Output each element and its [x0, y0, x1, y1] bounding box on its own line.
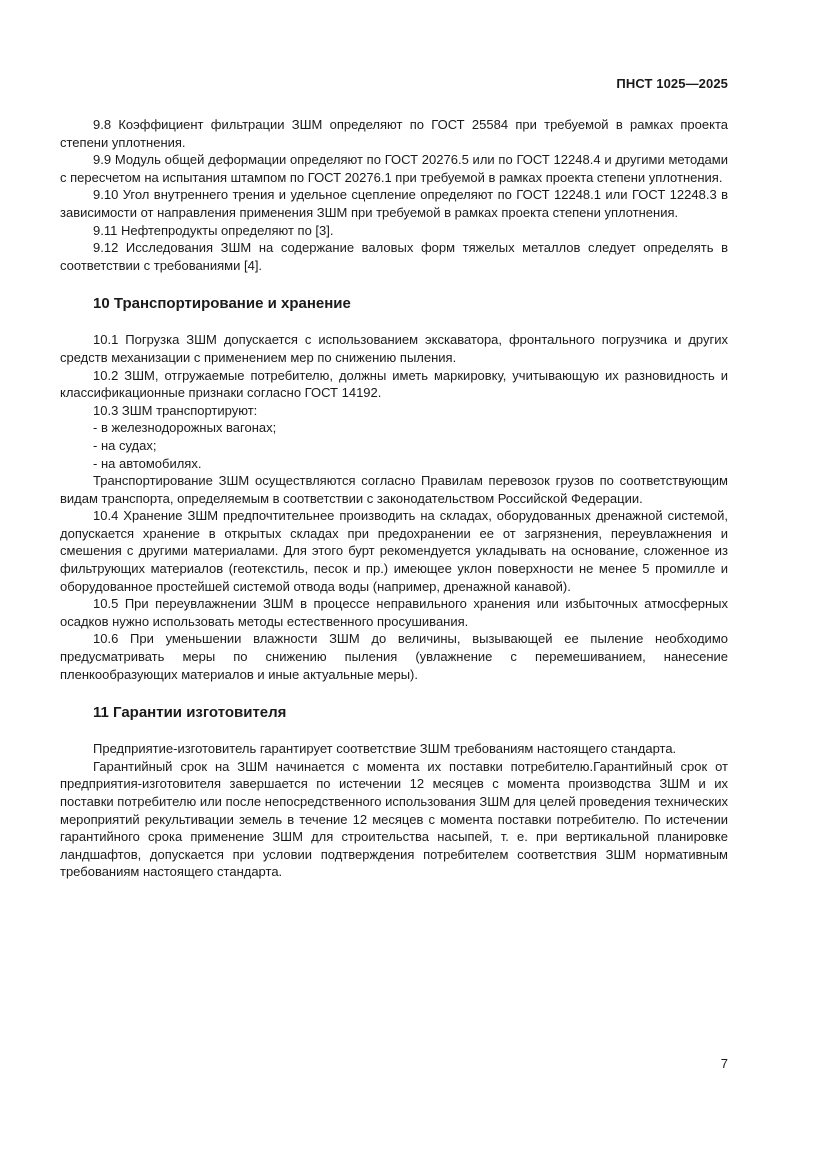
paragraph-10-4: 10.4 Хранение ЗШМ предпочтительнее производить на складах, оборудованных дренажной системой, допускается хранение в открытых складах при предохранении ее от загрязнения, переувлажнения и смешения с другими материалами. Для этого бурт рекомендуется укладывать на основание, сложенное из фильтрующих материалов (геотекстиль, песок и пр.) имеющее уклон поверхности не менее 5 промилле и оборудованное простейшей системой отвода воды (например, дренажной канавой). [60, 508, 728, 594]
paragraph-9-11: 9.11 Нефтепродукты определяют по [3]. [93, 222, 334, 238]
paragraph-9-8: 9.8 Коэффициент фильтрации ЗШМ определяют по ГОСТ 25584 при требуемой в рамках проекта степени уплотнения. [60, 117, 728, 150]
paragraph-10-5: 10.5 При переувлажнении ЗШМ в процессе неправильного хранения или избыточных атмосферных осадков нужно использовать методы естественного просушивания. [60, 596, 728, 629]
paragraph-9-12: 9.12 Исследования ЗШМ на содержание валовых форм тяжелых металлов следует определять в соответствии с требованиями [4]. [60, 240, 728, 273]
paragraph-10-1: 10.1 Погрузка ЗШМ допускается с использованием экскаватора, фронтального погрузчика и других средств механизации с применением мер по снижению пыления. [60, 332, 728, 365]
list-item: - на автомобилях. [93, 455, 202, 471]
list-item: - в железнодорожных вагонах; [93, 420, 277, 436]
section-11-heading: 11 Гарантии изготовителя [93, 704, 287, 722]
paragraph-10-3: 10.3 ЗШМ транспортируют: [93, 402, 258, 418]
paragraph-9-10: 9.10 Угол внутреннего трения и удельное сцепление определяют по ГОСТ 12248.1 или ГОСТ 12248.3 в зависимости от направления применения ЗШМ при требуемой в рамках проекта степени уплотнения. [60, 187, 728, 220]
page-content [60, 116, 728, 881]
section-10-heading: 10 Транспортирование и хранение [93, 295, 351, 313]
document-number: ПНСТ 1025—2025 [616, 76, 728, 91]
paragraph-10-6: 10.6 При уменьшении влажности ЗШМ до величины, вызывающей ее пыление необходимо предусматривать меры по снижению пыления (увлажнение с перемешиванием, нанесение пленкообразующих материалов и иные актуальные меры). [60, 631, 728, 682]
page-number: 7 [720, 1056, 728, 1071]
paragraph-transport: Транспортирование ЗШМ осуществляются согласно Правилам перевозок грузов по соответствующим видам транспорта, определяемым в соответствии с законодательством Российской Федерации. [60, 473, 728, 506]
paragraph-11-1: Предприятие-изготовитель гарантирует соответствие ЗШМ требованиям настоящего стандарта. [93, 741, 677, 757]
paragraph-11-2: Гарантийный срок на ЗШМ начинается с момента их поставки потребителю.Гарантийный срок от предприятия-изготовителя завершается по истечении 12 месяцев с момента производства ЗШМ и их поставки потребителю или после непосредственного использования ЗШМ для целей проведения технических мероприятий рекультивации земель в течение 12 месяцев с момента поставки потребителю. По истечении гарантийного срока применение ЗШМ для строительства насыпей, т. е. при вертикальной планировке ландшафтов, допускается при условии подтверждения потребителем соответствия ЗШМ нормативным требованиям настоящего стандарта. [60, 758, 728, 880]
paragraph-9-9: 9.9 Модуль общей деформации определяют по ГОСТ 20276.5 или по ГОСТ 12248.4 и другими методами с пересчетом на испытания штампом по ГОСТ 20276.1 при требуемой в рамках проекта степени уплотнения. [60, 152, 728, 185]
list-item: - на судах; [93, 437, 157, 453]
paragraph-10-2: 10.2 ЗШМ, отгружаемые потребителю, должны иметь маркировку, учитывающую их разновидность и классификационные признаки согласно ГОСТ 14192. [60, 367, 728, 401]
